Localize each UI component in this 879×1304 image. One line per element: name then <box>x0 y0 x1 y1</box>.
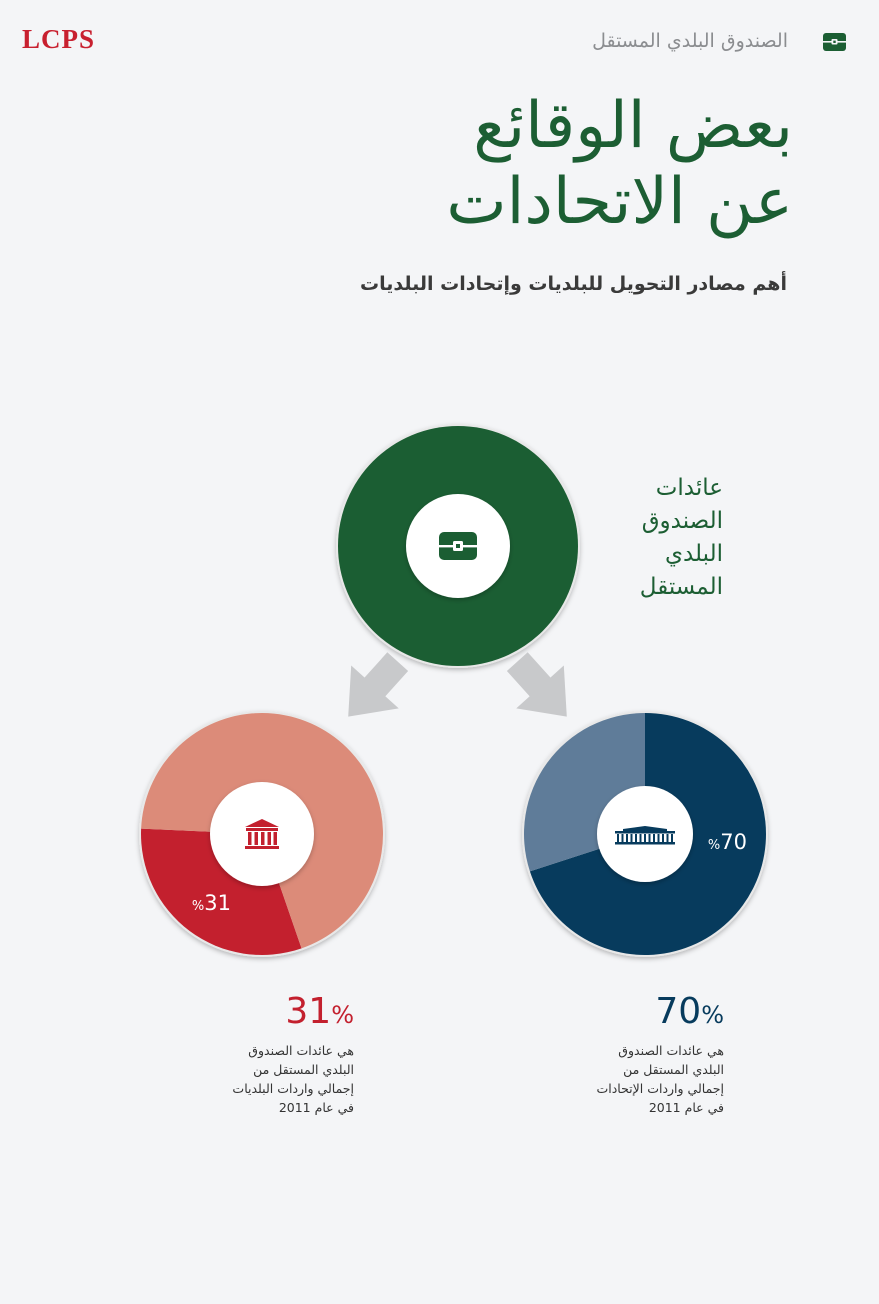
stat-percent-sign: % <box>331 1001 354 1029</box>
title-line-1: بعض الوقائع <box>473 89 793 163</box>
municipalities-stat-description <box>204 1041 354 1117</box>
source-label-line: عائدات <box>655 475 723 501</box>
description-line: إجمالي واردات الإتحادات <box>596 1081 724 1096</box>
stat-percent-sign: % <box>701 1001 724 1029</box>
description-line: البلدي المستقل من <box>253 1062 354 1077</box>
description-line: هي عائدات الصندوق <box>248 1043 354 1058</box>
slice-value: 70 <box>720 830 747 854</box>
percent-sign: % <box>191 899 205 914</box>
source-label-line: الصندوق <box>641 508 723 534</box>
description-line: البلدي المستقل من <box>623 1062 724 1077</box>
subtitle: أهم مصادر التحويل للبلديات وإتحادات البلديات <box>360 273 787 295</box>
municipalities-stat-value <box>204 992 354 1035</box>
stat-number: 31 <box>285 991 332 1032</box>
slice-value: 31 <box>204 891 231 915</box>
description-line: في عام 2011 <box>648 1100 724 1115</box>
chest-icon <box>439 532 477 560</box>
description-line: في عام 2011 <box>278 1100 354 1115</box>
source-label-line: البلدي <box>664 541 723 567</box>
description-line: إجمالي واردات البلديات <box>232 1081 354 1096</box>
stat-number: 70 <box>655 991 702 1032</box>
lcps-logo: LCPS <box>22 24 96 54</box>
title-line-2: عن الاتحادات <box>446 165 793 239</box>
unions-stat-value <box>574 992 724 1035</box>
municipalities-stat <box>204 992 354 1117</box>
unions-stat <box>574 992 724 1117</box>
unions-stat-description <box>574 1041 724 1117</box>
percent-sign: % <box>707 838 721 853</box>
source-label-line: المستقل <box>639 574 723 600</box>
header-label: الصندوق البلدي المستقل <box>592 30 788 52</box>
description-line: هي عائدات الصندوق <box>618 1043 724 1058</box>
